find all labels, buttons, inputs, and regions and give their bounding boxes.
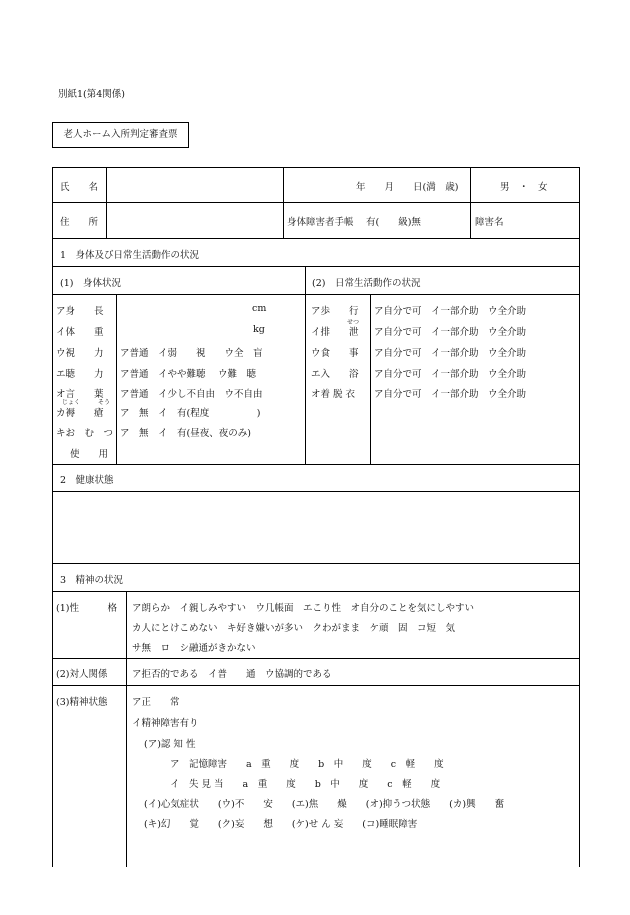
section3-title: 3 精神の状況 [60,575,124,586]
address-label: 住 所 [60,217,99,228]
physical-label-height: ア身 長 [56,306,104,317]
symptom-options-line2[interactable]: (キ)幻 覚 (ク)妄 想 (ケ)せ ん 妄 (コ)睡眠障害 [144,819,418,830]
cognition-heading: (ア)認 知 性 [144,739,196,750]
adl-label-bathing: エ入 浴 [311,369,359,380]
document-reference: 別紙1(第4関係) [58,89,126,100]
ruby-jyoku: じょく [62,399,81,406]
physical-label-diaper-use: 使 用 [70,449,109,460]
physical-label-diaper: キお む つ [56,428,114,439]
disorientation-options[interactable]: イ 失 見 当 a 重 度 b 中 度 c 軽 度 [170,779,441,790]
mental-disorder-option[interactable]: イ精神障害有り [132,718,199,729]
section1-title: 1 身体及び日常生活動作の状況 [60,250,200,261]
adl-label-excretion: イ排 泄 [311,327,359,338]
bedsore-options[interactable]: ア 無 イ 有(程度 ) [120,408,261,419]
adl-bathing-options[interactable]: ア自分で可 イ一部介助 ウ全介助 [374,369,527,380]
adl-excretion-options[interactable]: ア自分で可 イ一部介助 ウ全介助 [374,327,527,338]
adl-label-eating: ウ食 事 [311,348,359,359]
relations-label: (2)対人関係 [56,669,108,680]
mental-state-label: (3)精神状態 [56,697,108,708]
hearing-options[interactable]: ア普通 イやや難聴 ウ難 聴 [120,369,257,380]
physical-label-bedsore: カ褥 瘡 [56,408,104,419]
name-field[interactable] [107,168,282,202]
gender-select[interactable]: 男 ・ 女 [500,182,548,193]
physical-label-vision: ウ視 力 [56,348,104,359]
ruby-setsu: せつ [347,319,360,326]
personality-options-line1[interactable]: ア朗らか イ親しみやすい ウ几帳面 エこり性 オ自分のことを気にしやすい [132,603,475,614]
adl-label-dressing: オ着 脱 衣 [311,389,356,400]
disability-name-field[interactable]: 障害名 [475,217,504,228]
adl-label-walking: ア歩 行 [311,306,359,317]
speech-options[interactable]: ア普通 イ少し不自由 ウ不自由 [120,389,263,400]
vision-options[interactable]: ア普通 イ弱 視 ウ全 盲 [120,348,263,359]
personality-options-line3[interactable]: サ無 ロ シ融通がきかない [132,643,256,654]
adl-dressing-options[interactable]: ア自分で可 イ一部介助 ウ全介助 [374,389,527,400]
adl-title: (2) 日常生活動作の状況 [312,278,421,289]
relations-options[interactable]: ア拒否的である イ普 通 ウ協調的である [132,669,332,680]
address-field[interactable] [107,203,282,238]
name-label: 氏 名 [60,182,99,193]
diaper-options[interactable]: ア 無 イ 有(昼夜、夜のみ) [120,428,251,439]
birthdate-age-field[interactable]: 年 月 日(満 歳) [356,182,459,193]
physical-label-weight: イ体 重 [56,327,104,338]
height-unit[interactable]: cm [252,303,267,314]
symptom-options-line1[interactable]: (イ)心気症状 (ウ)不 安 (エ)焦 燥 (オ)抑うつ状態 (カ)興 奮 [144,799,505,810]
form-title: 老人ホーム入所判定審査票 [52,122,189,148]
adl-eating-options[interactable]: ア自分で可 イ一部介助 ウ全介助 [374,348,527,359]
mental-normal-option[interactable]: ア正 常 [132,697,180,708]
personality-options-line2[interactable]: カ人にとけこめない キ好き嫌いが多い クわがまま ケ頑 固 コ短 気 [132,623,456,634]
personality-label: (1)性 格 [56,603,117,614]
disability-handbook-field[interactable]: 身体障害者手帳 有( 級)無 [287,217,421,228]
ruby-sou: そう [98,399,111,406]
health-status-field[interactable] [53,492,579,563]
adl-walking-options[interactable]: ア自分で可 イ一部介助 ウ全介助 [374,306,527,317]
memory-impairment-options[interactable]: ア 記憶障害 a 重 度 b 中 度 c 軽 度 [170,759,444,770]
physical-label-hearing: エ聴 力 [56,369,104,380]
physical-condition-title: (1) 身体状況 [60,278,121,289]
physical-label-speech: オ言 葉 [56,389,104,400]
weight-unit[interactable]: kg [253,324,265,335]
section2-title: 2 健康状態 [60,475,114,486]
